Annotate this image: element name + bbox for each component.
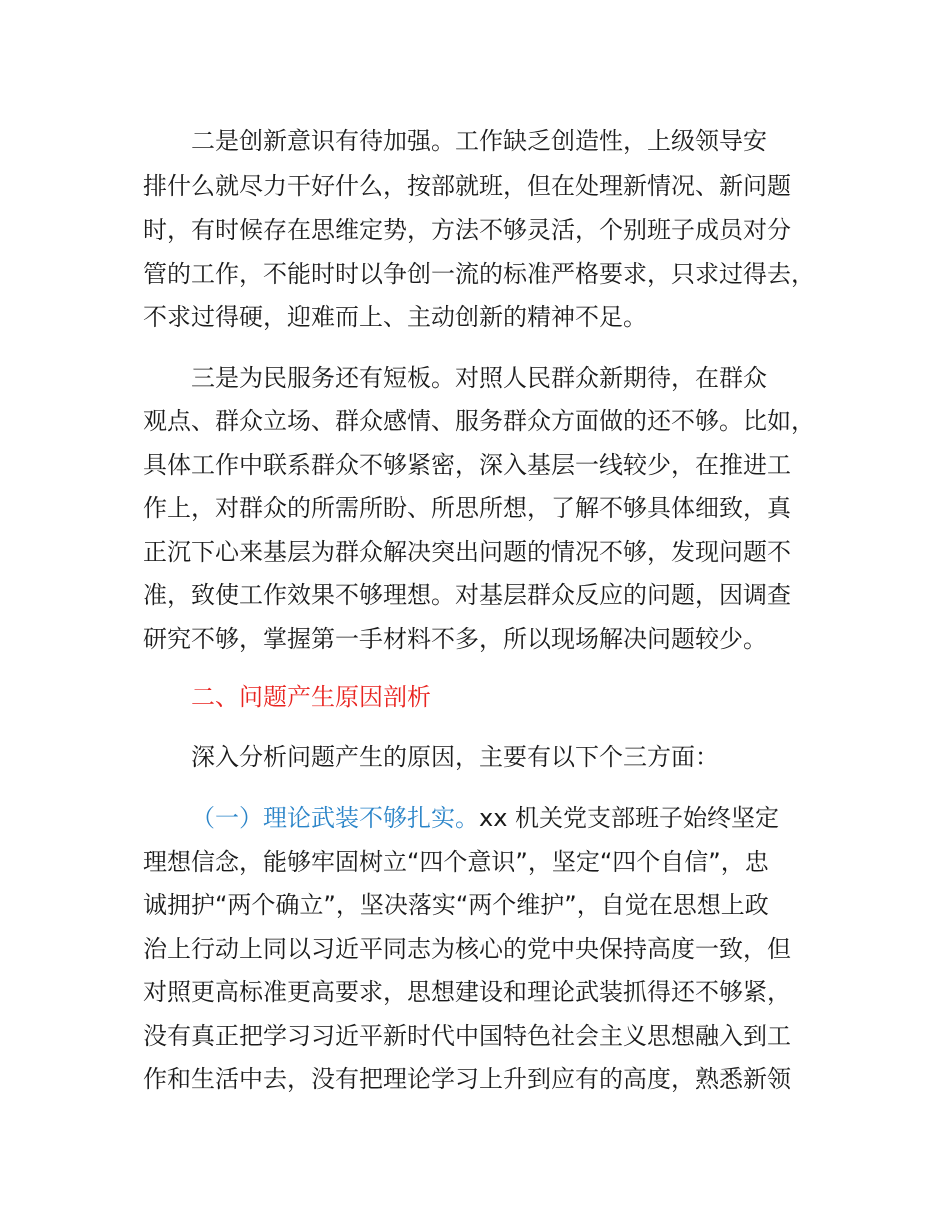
paragraph-line: 管的工作，不能时时以争创一流的标准严格要求，只求过得去， — [143, 260, 815, 288]
paragraph-line: 三是为民服务还有短板。对照人民群众新期待，在群众 — [191, 364, 767, 392]
intro-line: 深入分析问题产生的原因，主要有以下个三方面： — [191, 743, 719, 771]
paragraph-line: 诚拥护“两个确立”，坚决落实“两个维护”，自觉在思想上政 — [143, 891, 769, 919]
subsection-title: （一）理论武装不够扎实。 — [191, 804, 479, 832]
paragraph-line: 准，致使工作效果不够理想。对基层群众反应的问题，因调查 — [143, 581, 791, 609]
paragraph-line: 正沉下心来基层为群众解决突出问题的情况不够，发现问题不 — [143, 538, 791, 566]
paragraph-line: 作和生活中去，没有把理论学习上升到应有的高度，熟悉新领 — [143, 1065, 791, 1093]
paragraph-line: 对照更高标准更高要求，思想建设和理论武装抓得还不够紧， — [143, 978, 791, 1006]
paragraph-line: 二是创新意识有待加强。工作缺乏创造性，上级领导安 — [191, 127, 767, 155]
paragraph-line: 观点、群众立场、群众感情、服务群众方面做的还不够。比如， — [143, 407, 815, 435]
paragraph-line: 具体工作中联系群众不够紧密，深入基层一线较少，在推进工 — [143, 451, 791, 479]
paragraph-line: 没有真正把学习习近平新时代中国特色社会主义思想融入到工 — [143, 1022, 791, 1050]
paragraph-line: 作上，对群众的所需所盼、所思所想，了解不够具体细致，真 — [143, 494, 791, 522]
paragraph-line: 理想信念，能够牢固树立“四个意识”，坚定“四个自信”，忠 — [143, 848, 769, 876]
paragraph-line: 研究不够，掌握第一手材料不多，所以现场解决问题较少。 — [143, 625, 767, 653]
section-heading: 二、问题产生原因剖析 — [191, 683, 431, 711]
subsection-first-line — [191, 803, 779, 833]
paragraph-line: 排什么就尽力干好什么，按部就班，但在处理新情况、新问题 — [143, 172, 791, 200]
subsection-first-line-text: xx 机关党支部班子始终坚定 — [479, 804, 780, 832]
paragraph-line: 时，有时候存在思维定势，方法不够灵活，个别班子成员对分 — [143, 216, 791, 244]
paragraph-line: 治上行动上同以习近平同志为核心的党中央保持高度一致，但 — [143, 935, 791, 963]
paragraph-line: 不求过得硬，迎难而上、主动创新的精神不足。 — [143, 303, 647, 331]
